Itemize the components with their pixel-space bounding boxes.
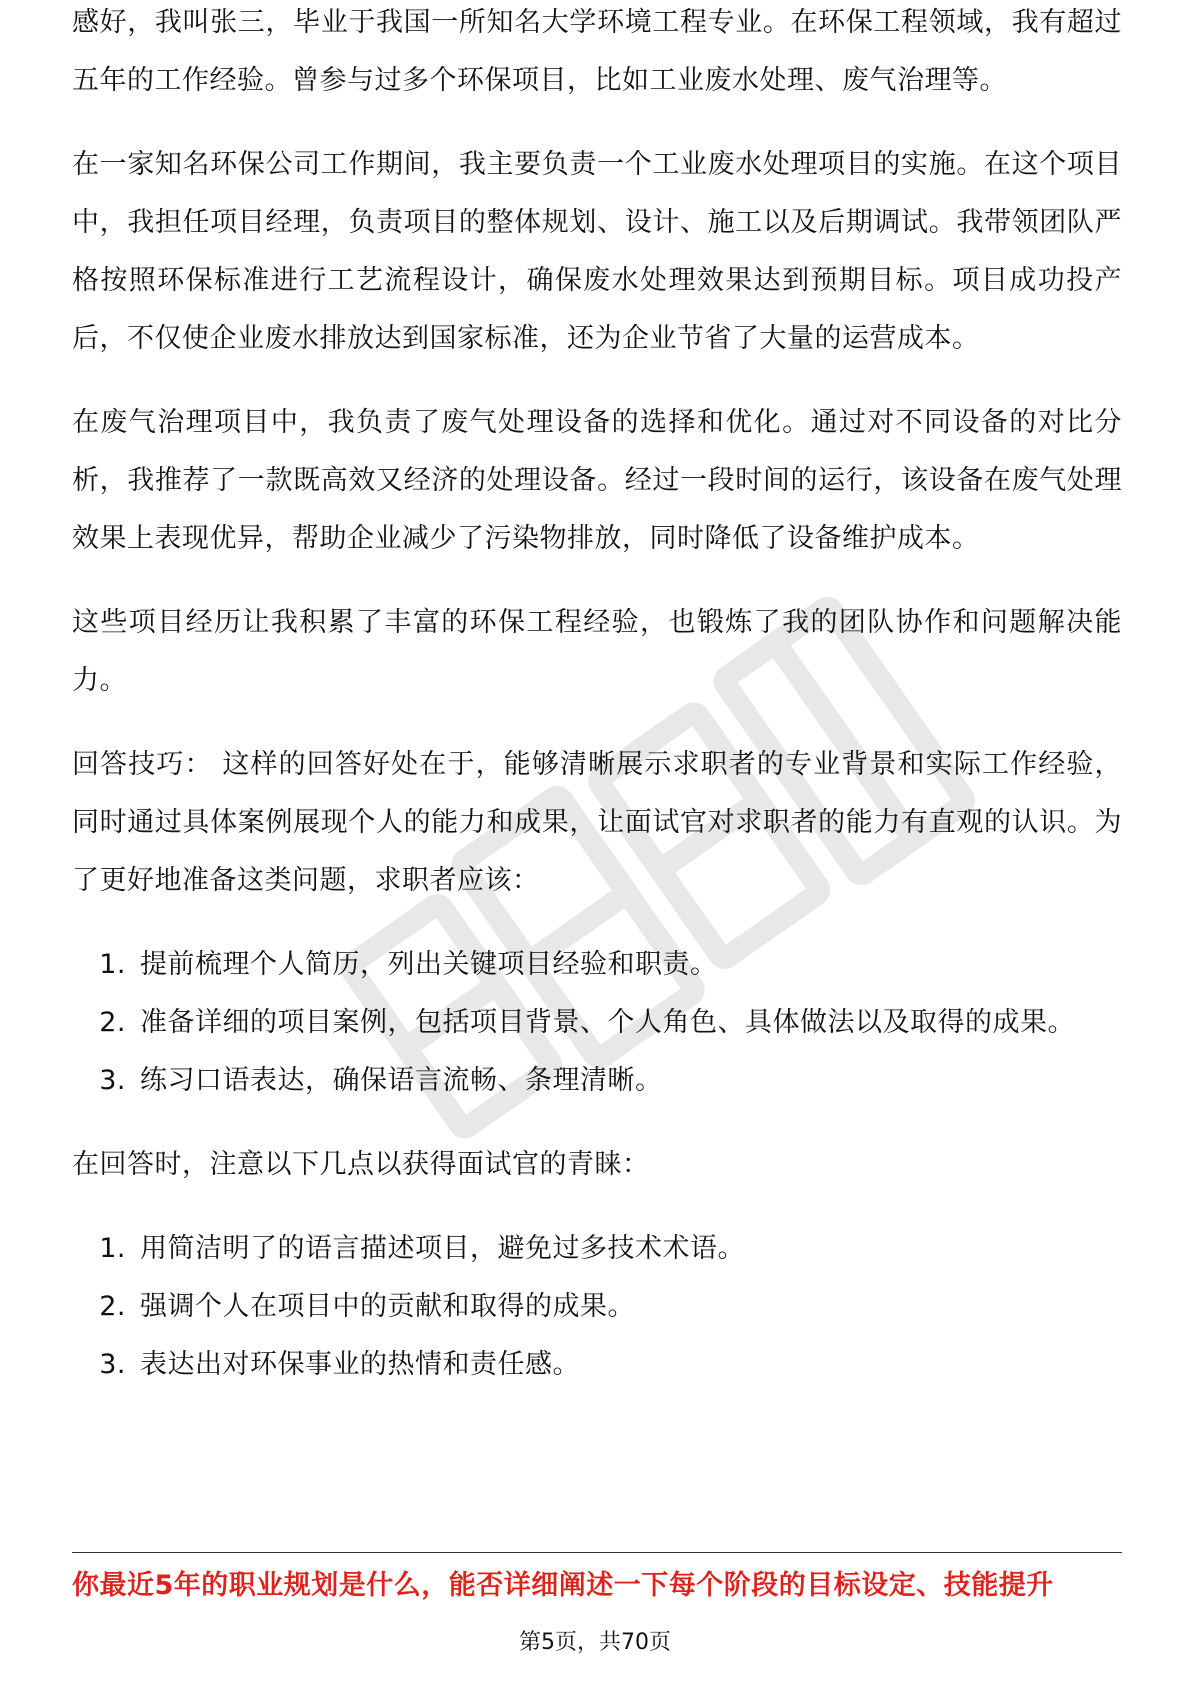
list-item	[72, 1336, 1122, 1394]
document-body	[72, 7, 1122, 1420]
preparation-list	[72, 936, 1122, 1110]
list-item-text: 强调个人在项目中的贡献和取得的成果。	[140, 1291, 635, 1322]
section-divider	[72, 1552, 1122, 1553]
list-item-text: 提前梳理个人简历，列出关键项目经验和职责。	[140, 949, 718, 980]
paragraph-wastewater-project: 在一家知名环保公司工作期间，我主要负责一个工业废水处理项目的实施。在这个项目中，我担任项目经理，负责项目的整体规划、设计、施工以及后期调试。我带领团队严格按照环保标准进行工艺流程设计，确保废水处理效果达到预期目标。项目成功投产后，不仅使企业废水排放达到国家标准，还为企业节省了大量的运营成本。	[72, 149, 1122, 354]
list-item-number: 2.	[99, 1007, 126, 1038]
list-item-number: 2.	[99, 1291, 126, 1322]
list-item-number: 3.	[99, 1349, 126, 1380]
next-question-heading: 你最近5年的职业规划是什么，能否详细阐述一下每个阶段的目标设定、技能提升	[72, 1570, 1054, 1601]
list-item-text: 表达出对环保事业的热情和责任感。	[140, 1349, 580, 1380]
paragraph-answer-tips: 回答技巧： 这样的回答好处在于，能够清晰展示求职者的专业背景和实际工作经验，同时通过具体案例展现个人的能力和成果，让面试官对求职者的能力有直观的认识。为了更好地准备这类问题，求职者应该：	[72, 749, 1122, 896]
page-number-footer: 第5页，共70页	[519, 1630, 671, 1655]
list-item-text: 用简洁明了的语言描述项目，避免过多技术术语。	[140, 1233, 745, 1264]
paragraph-intro: 感好，我叫张三，毕业于我国一所知名大学环境工程专业。在环保工程领域，我有超过五年的工作经验。曾参与过多个环保项目，比如工业废水处理、废气治理等。	[72, 7, 1122, 96]
paragraph-summary: 这些项目经历让我积累了丰富的环保工程经验，也锻炼了我的团队协作和问题解决能力。	[72, 607, 1122, 696]
answer-notes-list	[72, 1220, 1122, 1394]
paragraph-answer-notes: 在回答时，注意以下几点以获得面试官的青睐：	[72, 1149, 650, 1180]
list-item	[72, 994, 1122, 1052]
list-item	[72, 936, 1122, 994]
list-item-text: 准备详细的项目案例，包括项目背景、个人角色、具体做法以及取得的成果。	[140, 1007, 1075, 1038]
list-item	[72, 1052, 1122, 1110]
list-item-text: 练习口语表达，确保语言流畅、条理清晰。	[140, 1065, 663, 1096]
paragraph-exhaust-project: 在废气治理项目中，我负责了废气处理设备的选择和优化。通过对不同设备的对比分析，我推荐了一款既高效又经济的处理设备。经过一段时间的运行，该设备在废气处理效果上表现优异，帮助企业减少了污染物排放，同时降低了设备维护成本。	[72, 407, 1122, 554]
list-item-number: 3.	[99, 1065, 126, 1096]
list-item-number: 1.	[99, 1233, 126, 1264]
list-item	[72, 1220, 1122, 1278]
list-item-number: 1.	[99, 949, 126, 980]
list-item	[72, 1278, 1122, 1336]
